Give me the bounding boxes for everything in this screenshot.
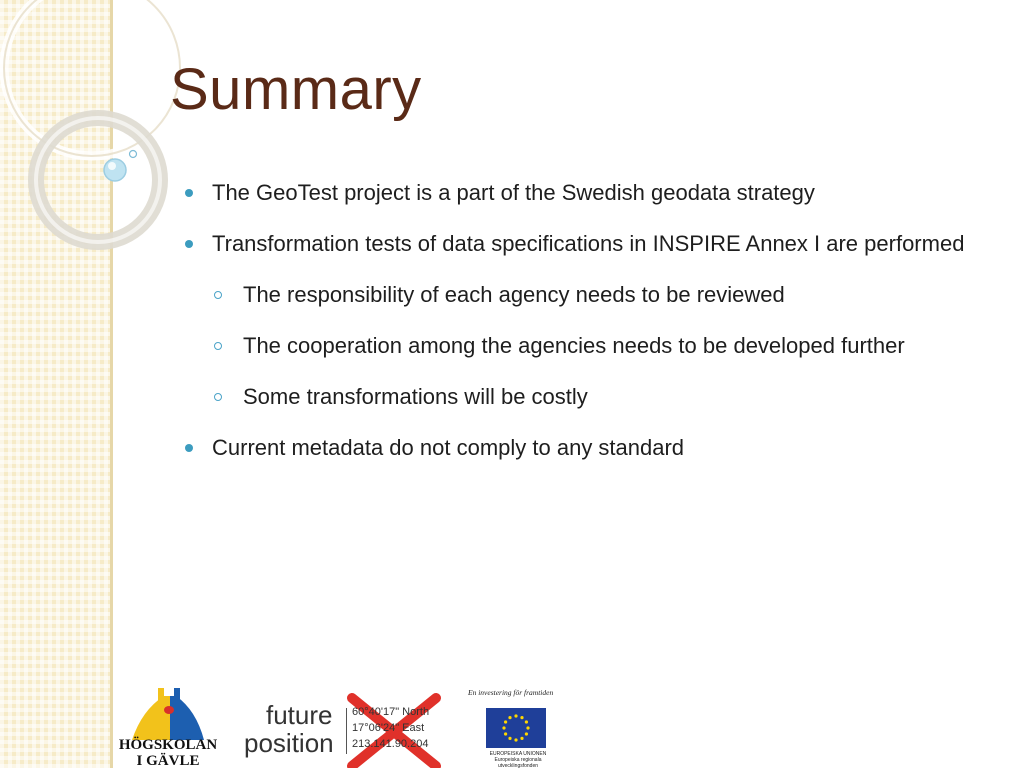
bullet-list — [185, 172, 985, 478]
hogskolan-logo — [112, 688, 224, 768]
bullet-text: Current metadata do not comply to any standard — [212, 435, 685, 460]
future-position-coord3: 213.141.90.204 — [352, 738, 429, 750]
eu-logo — [468, 688, 568, 768]
hogskolan-name-line1: HÖGSKOLAN — [118, 737, 218, 753]
sub-bullet-item — [185, 376, 985, 418]
future-position-logo — [240, 692, 445, 768]
future-position-coord2: 17°06'24" East — [352, 722, 425, 734]
sub-bullet-marker-icon — [214, 291, 222, 299]
bullet-text: The GeoTest project is a part of the Swedish geodata strategy — [212, 180, 815, 205]
future-position-word1: future — [266, 700, 333, 730]
sub-bullet-item — [185, 325, 985, 367]
bullet-marker-icon — [185, 189, 193, 197]
eu-caption-line2: Europeiska regionala — [494, 757, 542, 763]
eu-flag-icon — [486, 708, 546, 748]
hogskolan-emblem-icon — [112, 688, 224, 740]
bullet-text: Transformation tests of data specifications in INSPIRE Annex I are performed — [212, 231, 965, 256]
eu-caption-line3: utvecklingsfonden — [497, 763, 539, 768]
logo-bar — [0, 680, 1024, 768]
sub-bullet-text: The cooperation among the agencies needs to be developed further — [243, 333, 905, 358]
eu-tagline: En investering för framtiden — [468, 688, 554, 697]
sub-bullet-marker-icon — [214, 342, 222, 350]
bullet-marker-icon — [185, 240, 193, 248]
bullet-marker-icon — [185, 444, 193, 452]
sub-bullet-item — [185, 274, 985, 316]
hogskolan-name-line2: I GÄVLE — [136, 753, 200, 768]
eu-caption-line1: EUROPEISKA UNIONEN — [489, 751, 547, 757]
bullet-item — [185, 172, 985, 214]
slide-title: Summary — [170, 57, 422, 122]
bullet-item — [185, 427, 985, 469]
sub-bullet-marker-icon — [214, 393, 222, 401]
future-position-word2: position — [244, 728, 334, 758]
sub-bullet-text: The responsibility of each agency needs to be reviewed — [243, 282, 785, 307]
sub-bullet-text: Some transformations will be costly — [243, 384, 588, 409]
bullet-item — [185, 223, 985, 265]
future-position-coord1: 60°40'17" North — [352, 706, 430, 718]
decorative-circles — [0, 0, 200, 300]
